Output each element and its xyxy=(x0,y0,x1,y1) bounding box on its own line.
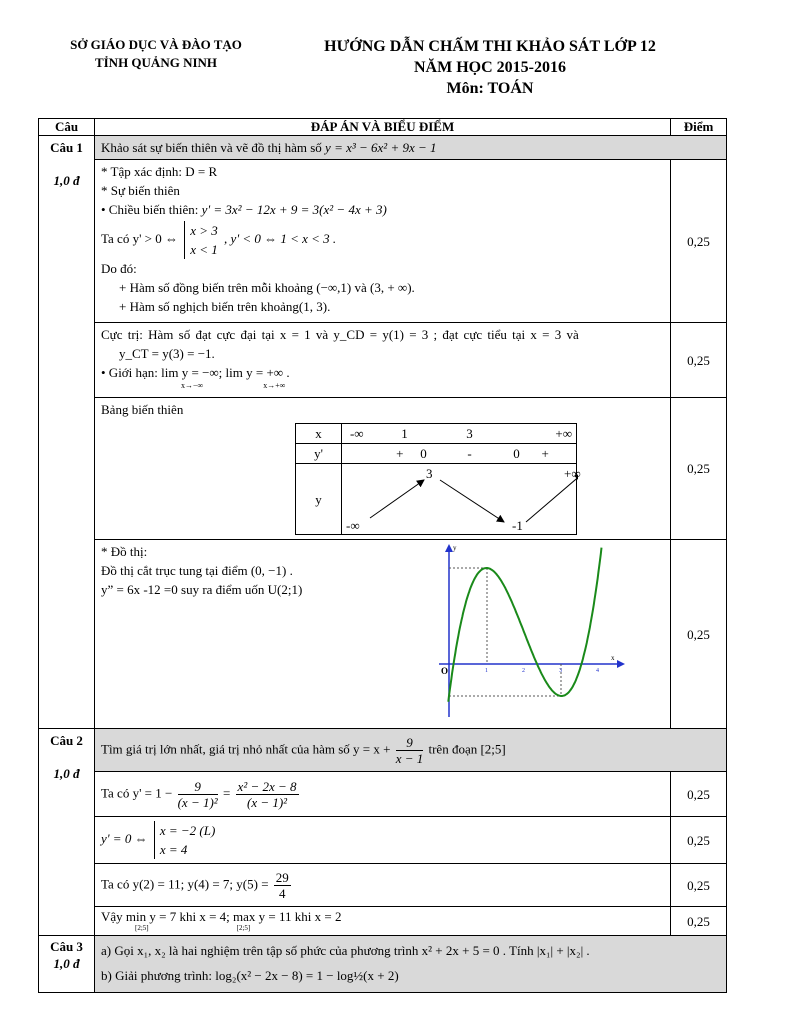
q1-part2-row xyxy=(39,323,727,398)
vt-x-3: 3 xyxy=(438,424,502,444)
graph-y-arrow xyxy=(445,544,453,552)
increasing-intervals: + Hàm số đồng biến trên mỗi khoảng (−∞,1) và (3, + ∞). xyxy=(119,280,415,295)
q2-values-prefix: Ta có y(2) = 11; y(4) = 7; y(5) = xyxy=(101,875,269,891)
q1-score-1: 0,25 xyxy=(671,160,727,323)
subject: Môn: TOÁN xyxy=(446,80,534,97)
q2-f1-num: 9 xyxy=(178,779,218,795)
q1-points: 1,0 đ xyxy=(53,173,80,188)
vt-arrows-svg xyxy=(342,464,578,534)
q2-derivative-frac1 xyxy=(178,779,218,810)
issuer-line-2: TỈNH QUẢNG NINH xyxy=(94,55,218,70)
vt-row-y xyxy=(296,464,577,535)
q2-derivative-prefix: Ta có y' = 1 − xyxy=(101,784,173,800)
inflection-line: y” = 6x -12 =0 suy ra điểm uốn U(2;1) xyxy=(101,582,303,597)
sign-system-b: x < 1 xyxy=(190,242,218,257)
function-graph xyxy=(427,542,637,722)
graph-xtick-1: 1 xyxy=(485,668,488,674)
q1-prompt-formula: y = x³ − 6x² + 9x − 1 xyxy=(325,140,437,155)
school-year: NĂM HỌC 2015-2016 xyxy=(414,59,566,76)
vt-row-x xyxy=(296,424,577,444)
q2-values-num: 29 xyxy=(275,869,289,885)
q2-conclusion xyxy=(95,907,671,936)
variation-table-title: Bảng biến thiên xyxy=(101,402,184,417)
q2-label-cell xyxy=(39,729,95,936)
vt-yp-minus: - xyxy=(438,444,502,464)
vt-yp-plus-2: + xyxy=(532,444,577,464)
graph-xtick-4: 4 xyxy=(596,668,599,674)
extrema-line: Cực trị: Hàm số đạt cực đại tại x = 1 và y_CD = y(1) = 3 ; đạt cực tiểu tại x = 3 và xyxy=(101,327,579,342)
q1-part3 xyxy=(95,398,671,540)
limits-text: • Giới hạn: lim y = −∞; lim y = +∞ . xyxy=(101,365,290,380)
y-intercept-line: Đồ thị cắt trục tung tại điểm (0, −1) . xyxy=(101,563,293,578)
graph-curve xyxy=(448,548,601,702)
q3-points: 1,0 đ xyxy=(53,956,80,971)
vt-yp-zero-2: 0 xyxy=(502,444,532,464)
q2-row-1 xyxy=(39,772,727,817)
domain-line: * Tập xác định: D = R xyxy=(101,164,218,179)
q2-row-4 xyxy=(39,907,727,936)
q2-equals: = xyxy=(222,784,231,800)
header-answer: ĐÁP ÁN VÀ BIỂU ĐIỂM xyxy=(95,119,671,136)
variation-table xyxy=(295,423,581,535)
q2-row-3 xyxy=(39,864,727,907)
q1-label: Câu 1 xyxy=(50,140,83,155)
q1-label-cell xyxy=(39,136,95,729)
vt-yp-plus-1: + xyxy=(342,444,410,464)
decreasing-intervals: + Hàm số nghịch biến trên khoảng(1, 3). xyxy=(119,299,331,314)
q2-derivative xyxy=(95,772,671,817)
graph-y-label: y xyxy=(453,544,457,552)
q2-f2-den: (x − 1)² xyxy=(246,794,288,810)
vt-y-arrows xyxy=(342,464,581,535)
q2-score-3: 0,25 xyxy=(671,864,727,907)
q2-values xyxy=(95,864,671,907)
vt-yp-zero-1: 0 xyxy=(410,444,438,464)
q2-prompt-suffix: trên đoạn [2;5] xyxy=(428,740,506,756)
derivative-formula: y' = 3x² − 12x + 9 = 3(x² − 4x + 3) xyxy=(201,202,387,217)
q2-derivative-frac2 xyxy=(236,779,299,810)
vt-x-neg-inf: -∞ xyxy=(342,424,372,444)
graph-xtick-2: 2 xyxy=(522,668,525,674)
header-question: Câu xyxy=(39,119,95,136)
q2-conclusion-subs xyxy=(101,925,664,932)
q2-critical-b: x = 4 xyxy=(159,842,188,857)
q1-part2 xyxy=(95,323,671,398)
q2-score-2: 0,25 xyxy=(671,817,727,864)
q2-f2-num: x² − 2x − 8 xyxy=(237,778,297,794)
variation-heading: * Sự biến thiên xyxy=(101,183,180,198)
q2-min-sub: [2;5] xyxy=(135,924,149,932)
derivative-line xyxy=(101,200,664,219)
q2-critical-points xyxy=(95,817,671,864)
q1-part1 xyxy=(95,160,671,323)
document-title-block xyxy=(290,36,690,99)
q2-label: Câu 2 xyxy=(50,733,83,748)
graph-x-label: x xyxy=(611,654,615,662)
vt-y-neg-inf: -∞ xyxy=(346,518,360,533)
vt-y-pos-inf: +∞ xyxy=(564,466,581,481)
q2-max-sub: [2;5] xyxy=(236,924,251,932)
conclusion-heading: Do đó: xyxy=(101,261,137,276)
limits-line xyxy=(101,363,664,382)
q2-row-2 xyxy=(39,817,727,864)
q3-part-a: a) Gọi x₁, x₂ là hai nghiệm trên tập số phức của phương trình x² + 2x + 5 = 0 . Tính |x₁| + |x₂| . xyxy=(101,943,590,958)
vt-y-label: y xyxy=(296,464,342,535)
q2-f1-den: (x − 1)² xyxy=(177,794,218,810)
graph-heading: * Đồ thị: xyxy=(101,544,148,559)
table-header-row xyxy=(39,119,727,136)
q3-label: Câu 3 xyxy=(50,939,83,954)
q1-part4-row xyxy=(39,540,727,729)
vt-y-min: -1 xyxy=(512,518,523,533)
q2-prompt-row xyxy=(39,729,727,772)
answer-key-table xyxy=(38,118,727,993)
q3-part-b: b) Giải phương trình: log₂(x² − 2x − 8) = 1 − log½(x + 2) xyxy=(101,968,399,983)
q2-score-1: 0,25 xyxy=(671,772,727,817)
q2-prompt-num: 9 xyxy=(396,735,424,751)
q1-part1-row xyxy=(39,160,727,323)
vt-arrow-up-1 xyxy=(370,480,424,518)
q2-prompt-prefix: Tìm giá trị lớn nhất, giá trị nhỏ nhất của hàm số y = x + xyxy=(101,740,391,756)
q2-prompt-den: x − 1 xyxy=(395,750,424,766)
limit-sub-1: x→−∞ xyxy=(181,381,204,390)
sign-line xyxy=(101,221,664,259)
q2-values-frac xyxy=(274,870,291,901)
limit-sub-2: x→+∞ xyxy=(263,381,286,390)
sign-system xyxy=(184,221,218,259)
vt-x-1: 1 xyxy=(372,424,438,444)
sign-prefix: Ta có y' > 0 ⇔ xyxy=(101,230,178,246)
q1-prompt-row xyxy=(39,136,727,160)
graph-origin-label: O xyxy=(441,666,449,676)
q2-score-4: 0,25 xyxy=(671,907,727,936)
graph-section xyxy=(101,542,664,676)
q1-prompt xyxy=(95,136,727,160)
q1-score-4: 0,25 xyxy=(671,540,727,729)
limits-subscripts xyxy=(101,382,664,390)
vt-row-yprime xyxy=(296,444,577,464)
q1-prompt-text: Khảo sát sự biến thiên và vẽ đồ thị hàm số xyxy=(101,140,322,155)
header-score: Điểm xyxy=(671,119,727,136)
vt-x-pos-inf: +∞ xyxy=(502,424,577,444)
q1-score-2: 0,25 xyxy=(671,323,727,398)
vt-yp-label: y' xyxy=(296,444,342,464)
q3-label-cell xyxy=(39,936,95,993)
q1-part3-row xyxy=(39,398,727,540)
q2-prompt xyxy=(95,729,727,772)
graph-xtick-3: 3 xyxy=(559,668,562,674)
q3-row xyxy=(39,936,727,993)
vt-arrow-down xyxy=(440,480,504,522)
q2-critical-prefix: y' = 0 ⇔ xyxy=(101,830,148,846)
q2-conclusion-text: Vậy min y = 7 khi x = 4; max y = 11 khi x = 2 xyxy=(101,909,342,924)
q2-values-den: 4 xyxy=(279,885,286,901)
vt-y-max: 3 xyxy=(426,466,433,481)
issuer-line-1: SỞ GIÁO DỤC VÀ ĐÀO TẠO xyxy=(70,37,242,52)
minimum-value-line: y_CT = y(3) = −1. xyxy=(119,346,215,361)
q1-score-3: 0,25 xyxy=(671,398,727,540)
graph-x-arrow xyxy=(617,660,625,668)
q2-points: 1,0 đ xyxy=(53,766,80,781)
document-title: HƯỚNG DẪN CHẤM THI KHẢO SÁT LỚP 12 xyxy=(324,38,656,55)
q2-critical-system xyxy=(154,821,215,859)
issuer-block xyxy=(36,36,276,72)
q3-prompt xyxy=(95,936,727,993)
vt-x-label: x xyxy=(296,424,342,444)
sign-system-a: x > 3 xyxy=(190,223,218,238)
sign-suffix: , y' < 0 ⇔ 1 < x < 3 . xyxy=(224,230,337,246)
derivative-label: • Chiều biến thiên: xyxy=(101,202,199,217)
q2-critical-a: x = −2 (L) xyxy=(159,823,216,838)
q2-prompt-fraction xyxy=(396,735,424,766)
q1-part4 xyxy=(95,540,671,729)
